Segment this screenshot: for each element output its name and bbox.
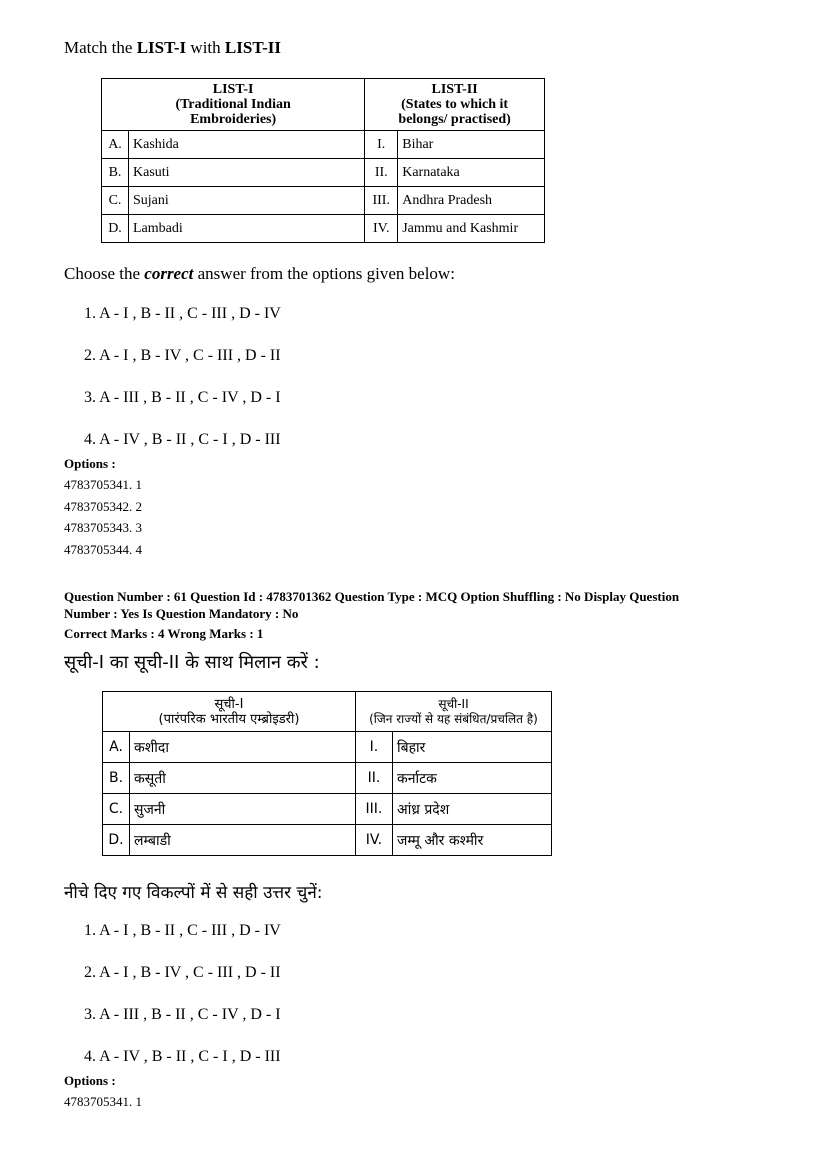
q2-option-4: 4. A - IV , B - II , C - I , D - III xyxy=(84,1048,281,1065)
q1-row-value1: Lambadi xyxy=(129,215,365,243)
q2-option-id-1: 4783705341. 1 xyxy=(64,1094,142,1109)
q2-row-value2: बिहार xyxy=(392,732,551,763)
q2-col2-title: सूची-II xyxy=(438,696,469,711)
q2-row-key2: I. xyxy=(355,732,392,763)
q2-col1-sub: (पारंपरिक भारतीय एम्ब्रोइडरी) xyxy=(158,711,300,727)
q1-row-key1: A. xyxy=(102,131,129,159)
q1-row-value1: Sujani xyxy=(129,187,365,215)
q2-table-header-row xyxy=(103,692,552,732)
q1-options-label: Options : xyxy=(64,456,116,471)
table-row xyxy=(102,131,545,159)
q2-row-value1: सुजनी xyxy=(130,794,356,825)
q1-choose-emphasis: correct xyxy=(144,264,194,283)
q2-row-value2: आंध्र प्रदेश xyxy=(392,794,551,825)
q2-row-value2: कर्नाटक xyxy=(392,763,551,794)
q2-col1-header xyxy=(103,692,356,732)
q2-options-label: Options : xyxy=(64,1073,116,1088)
table-row xyxy=(102,159,545,187)
q1-col1-header xyxy=(102,79,365,131)
q1-row-key1: B. xyxy=(102,159,129,187)
q1-col2-header xyxy=(365,79,545,131)
q1-heading-text: Match the xyxy=(64,38,137,57)
q2-row-key1: B. xyxy=(103,763,130,794)
q1-match-table xyxy=(101,78,545,243)
q1-col1-title: LIST-I xyxy=(212,82,254,97)
q1-option-id-2: 4783705342. 2 xyxy=(64,499,142,514)
q2-col2-header xyxy=(355,692,551,732)
q2-meta-line3: Correct Marks : 4 Wrong Marks : 1 xyxy=(64,626,264,641)
q1-choose-instruction xyxy=(64,264,455,284)
q1-row-key2: II. xyxy=(365,159,398,187)
q1-col2-sub1: (States to which it xyxy=(401,97,509,112)
q2-col1-title: सूची-I xyxy=(214,696,244,712)
table-row xyxy=(102,187,545,215)
q1-row-value1: Kashida xyxy=(129,131,365,159)
q1-col1-sub1: (Traditional Indian xyxy=(175,97,291,112)
q1-row-value2: Bihar xyxy=(398,131,545,159)
q1-choose-pre: Choose the xyxy=(64,264,145,283)
q1-option-id-4: 4783705344. 4 xyxy=(64,542,142,557)
table-row xyxy=(103,825,552,856)
q1-row-value1: Kasuti xyxy=(129,159,365,187)
q1-row-key1: D. xyxy=(102,215,129,243)
q1-choose-post: answer from the options given below: xyxy=(193,264,455,283)
q2-row-value1: कशीदा xyxy=(130,732,356,763)
q2-row-key1: A. xyxy=(103,732,130,763)
q2-row-key2: II. xyxy=(355,763,392,794)
q1-row-key2: I. xyxy=(365,131,398,159)
q1-row-value2: Jammu and Kashmir xyxy=(398,215,545,243)
q1-row-key1: C. xyxy=(102,187,129,215)
q2-row-key2: III. xyxy=(355,794,392,825)
q2-option-3: 3. A - III , B - II , C - IV , D - I xyxy=(84,1006,281,1023)
q1-row-key2: III. xyxy=(365,187,398,215)
q2-meta-line1: Question Number : 61 Question Id : 4783701362 Question Type : MCQ Option Shuffling : No Display Question xyxy=(64,589,680,604)
table-row xyxy=(103,763,552,794)
q1-table-header-row xyxy=(102,79,545,131)
q2-row-value1: लम्बाडी xyxy=(130,825,356,856)
q1-heading-list1: LIST-I xyxy=(136,38,187,57)
table-row xyxy=(102,215,545,243)
q2-row-key1: C. xyxy=(103,794,130,825)
q2-meta-line2: Number : Yes Is Question Mandatory : No xyxy=(64,606,299,621)
q1-row-value2: Karnataka xyxy=(398,159,545,187)
table-row xyxy=(103,794,552,825)
table-row xyxy=(103,732,552,763)
q1-option-id-3: 4783705343. 3 xyxy=(64,520,142,535)
q1-col1-sub2: Embroideries) xyxy=(190,112,277,127)
q2-option-1: 1. A - I , B - II , C - III , D - IV xyxy=(84,922,281,939)
q2-row-key1: D. xyxy=(103,825,130,856)
q1-heading xyxy=(64,38,281,58)
q1-option-3: 3. A - III , B - II , C - IV , D - I xyxy=(84,389,281,406)
q2-option-2: 2. A - I , B - IV , C - III , D - II xyxy=(84,964,281,981)
q2-row-value1: कसूती xyxy=(130,763,356,794)
q2-heading: सूची-I का सूची-II के साथ मिलान करें : xyxy=(64,652,320,673)
q2-row-value2: जम्मू और कश्मीर xyxy=(392,825,551,856)
q1-row-value2: Andhra Pradesh xyxy=(398,187,545,215)
q2-choose-instruction: नीचे दिए गए विकल्पों में से सही उत्तर चुनें: xyxy=(64,883,323,903)
q1-option-id-1: 4783705341. 1 xyxy=(64,477,142,492)
q2-row-key2: IV. xyxy=(355,825,392,856)
q1-option-1: 1. A - I , B - II , C - III , D - IV xyxy=(84,305,281,322)
q1-col2-sub2: belongs/ practised) xyxy=(398,112,511,127)
q1-heading-mid: with xyxy=(186,38,225,57)
q2-col2-sub: (जिन राज्यों से यह संबंधित/प्रचलित है) xyxy=(369,711,538,726)
q1-option-2: 2. A - I , B - IV , C - III , D - II xyxy=(84,347,281,364)
q1-col2-title: LIST-II xyxy=(431,82,478,97)
q1-heading-list2: LIST-II xyxy=(224,38,281,57)
q2-match-table xyxy=(102,691,552,856)
q1-row-key2: IV. xyxy=(365,215,398,243)
q1-option-4: 4. A - IV , B - II , C - I , D - III xyxy=(84,431,281,448)
